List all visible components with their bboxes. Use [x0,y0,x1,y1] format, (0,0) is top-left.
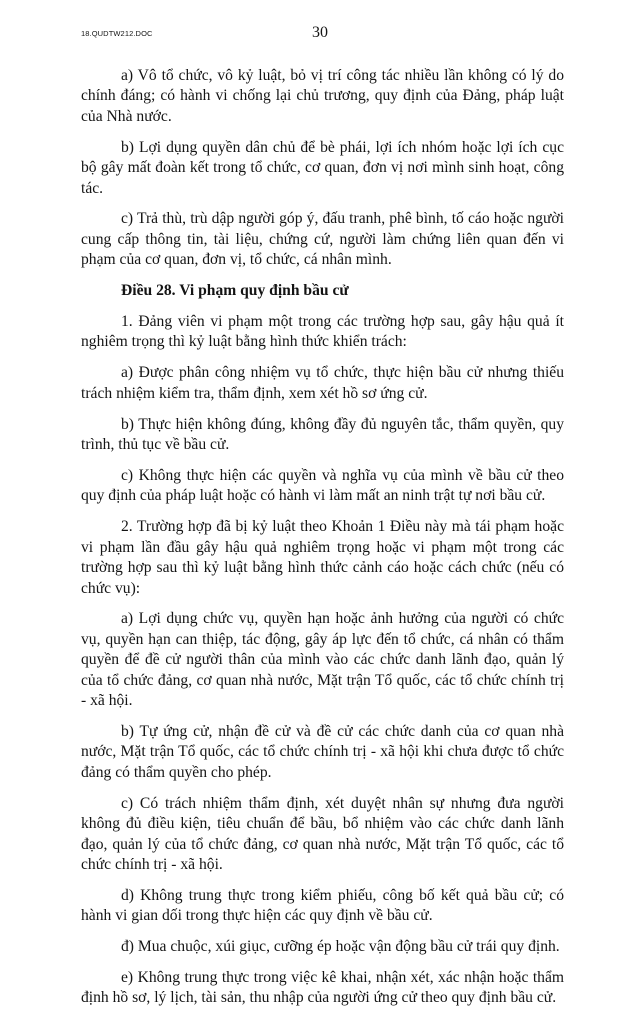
page-number: 30 [312,24,328,41]
paragraph: a) Lợi dụng chức vụ, quyền hạn hoặc ảnh hưởng của người có chức vụ, quyền hạn can thiệp, tác động, gây áp lực đến tổ chức, cá nhân có thẩm quyền để đề cử người thân của mình vào các chức danh lãnh đạo, quản lý của tổ chức đảng, cơ quan nhà nước, Mặt trận Tổ quốc, các tổ chức chính trị - xã hội. [81,610,564,710]
paragraph: a) Vô tổ chức, vô kỷ luật, bỏ vị trí công tác nhiều lần không có lý do chính đáng; có hành vi chống lại chủ trương, quy định của Đảng, pháp luật của Nhà nước. [81,67,564,125]
paragraph: 1. Đảng viên vi phạm một trong các trường hợp sau, gây hậu quả ít nghiêm trọng thì kỷ luật bằng hình thức khiển trách: [81,313,564,351]
document-body [81,66,564,1019]
paragraph: a) Được phân công nhiệm vụ tổ chức, thực hiện bầu cử nhưng thiếu trách nhiệm kiểm tra, thẩm định, xem xét hồ sơ ứng cử. [81,364,564,402]
document-filename: 18.QUDTW212.DOC [81,29,153,38]
paragraph: d) Không trung thực trong kiểm phiếu, công bố kết quả bầu cử; có hành vi gian dối trong thực hiện các quy định về bầu cử. [81,886,564,925]
paragraph: b) Lợi dụng quyền dân chủ để bè phái, lợi ích nhóm hoặc lợi ích cục bộ gây mất đoàn kết trong tổ chức, cơ quan, đơn vị nơi mình sinh hoạt, công tác. [81,138,564,197]
paragraph: c) Trả thù, trù dập người góp ý, đấu tranh, phê bình, tố cáo hoặc người cung cấp thông tin, tài liệu, chứng cứ, người làm chứng liên quan đến vi phạm của cơ quan, đơn vị, tổ chức, cá nhân mình. [81,210,564,269]
paragraph: 2. Trường hợp đã bị kỷ luật theo Khoản 1 Điều này mà tái phạm hoặc vi phạm lần đầu gây hậu quả nghiêm trọng hoặc vi phạm một trong các trường hợp sau thì kỷ luật bằng hình thức cảnh cáo hoặc cách chức (nếu có chức vụ): [81,518,564,597]
paragraph: b) Thực hiện không đúng, không đầy đủ nguyên tắc, thẩm quyền, quy trình, thủ tục về bầu cử. [81,415,564,454]
paragraph: b) Tự ứng cử, nhận đề cử và đề cử các chức danh của cơ quan nhà nước, Mặt trận Tổ quốc, các tổ chức chính trị - xã hội khi chưa được tổ chức đảng có thẩm quyền cho phép. [81,722,564,781]
paragraph: c) Không thực hiện các quyền và nghĩa vụ của mình về bầu cử theo quy định của pháp luật hoặc có hành vi làm mất an ninh trật tự nơi bầu cử. [81,467,564,505]
article-heading: Điều 28. Vi phạm quy định bầu cử [121,282,349,300]
paragraph: đ) Mua chuộc, xúi giục, cưỡng ép hoặc vận động bầu cử trái quy định. [121,938,560,956]
paragraph: c) Có trách nhiệm thẩm định, xét duyệt nhân sự nhưng đưa người không đủ điều kiện, tiêu chuẩn để bầu, bổ nhiệm vào các chức danh lãnh đạo, quản lý của tổ chức đảng, cơ quan nhà nước, Mặt trận Tổ quốc, các tổ chức chính trị - xã hội. [81,794,564,873]
paragraph: e) Không trung thực trong việc kê khai, nhận xét, xác nhận hoặc thẩm định hồ sơ, lý lịch, tài sản, thu nhập của người ứng cử theo quy định bầu cử. [81,969,564,1007]
